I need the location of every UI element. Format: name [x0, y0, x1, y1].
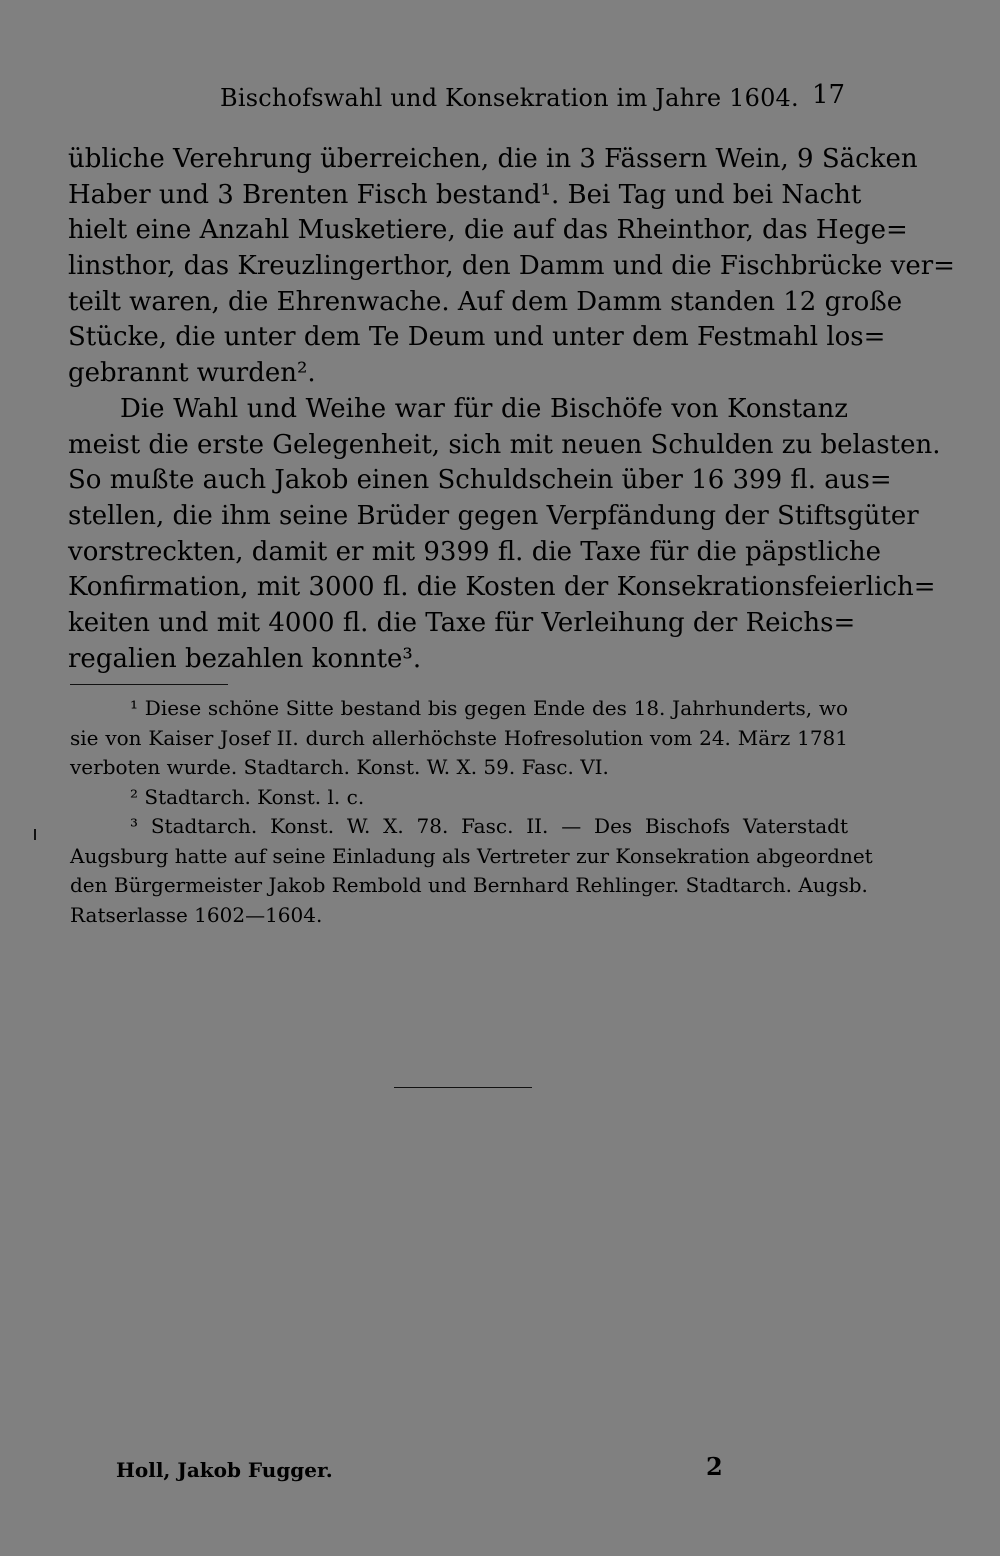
text-line: Stücke, die unter dem Te Deum und unter dem Festmahl los= [68, 322, 886, 353]
footnote-line: den Bürgermeister Jakob Rembold und Bernhard Rehlinger. Stadtarch. Augsb. [70, 873, 868, 897]
text-line: regalien bezahlen konnte³. [68, 643, 422, 674]
footnote-line: ¹ Diese schöne Sitte bestand bis gegen Ende des 18. Jahrhunderts, wo [130, 696, 848, 720]
page-number: 17 [812, 80, 846, 110]
signature-author: Holl, Jakob Fugger. [116, 1458, 333, 1482]
running-head [0, 80, 1000, 120]
footnotes [70, 694, 873, 930]
end-rule [394, 1087, 532, 1088]
text-line: übliche Verehrung überreichen, die in 3 Fässern Wein, 9 Säcken [68, 144, 918, 174]
text-line: vorstreckten, damit er mit 9399 fl. die Taxe für die päpstliche [68, 536, 882, 567]
text-line: Konfirmation, mit 3000 fl. die Kosten der Konsekrationsfeierlich= [68, 572, 936, 603]
text-line: stellen, die ihm seine Brüder gegen Verpfändung der Stiftsgüter [68, 500, 919, 531]
text-line: hielt eine Anzahl Musketiere, die auf das Rheinthor, das Hege= [68, 215, 908, 246]
text-line: gebrannt wurden². [68, 358, 316, 389]
footnote-line: ³ Stadtarch. Konst. W. X. 78. Fasc. II. — Des Bischofs Vaterstadt [130, 814, 848, 838]
footnote-line: ² Stadtarch. Konst. l. c. [130, 784, 365, 809]
footnote-line: sie von Kaiser Josef II. durch allerhöchste Hofresolution vom 24. März 1781 [70, 725, 848, 750]
signature-mark: 2 [706, 1452, 723, 1481]
footnote-line: Augsburg hatte auf seine Einladung als Vertreter zur Konsekration abgeordnet [70, 843, 873, 868]
footnote-separator [70, 684, 228, 685]
text-line: linsthor, das Kreuzlingerthor, den Damm und die Fischbrücke ver= [68, 251, 955, 282]
text-line: Haber und 3 Brenten Fisch bestand¹. Bei Tag und bei Nacht [68, 179, 862, 210]
running-title: Bischofswahl und Konsekration im Jahre 1604. [220, 84, 799, 112]
main-text [68, 142, 955, 677]
text-line: keiten und mit 4000 fl. die Taxe für Verleihung der Reichs= [68, 607, 856, 638]
text-line: Die Wahl und Weihe war für die Bischöfe von Konstanz [120, 393, 848, 424]
footnote-line: Ratserlasse 1602—1604. [70, 902, 323, 927]
text-line: meist die erste Gelegenheit, sich mit neuen Schulden zu belasten. [68, 429, 941, 460]
margin-mark [34, 829, 36, 840]
text-line: So mußte auch Jakob einen Schuldschein über 16 399 fl. aus= [68, 465, 892, 496]
text-line: teilt waren, die Ehrenwache. Auf dem Damm standen 12 große [68, 286, 903, 317]
footnote-line: verboten wurde. Stadtarch. Konst. W. X. 59. Fasc. VI. [70, 755, 609, 779]
